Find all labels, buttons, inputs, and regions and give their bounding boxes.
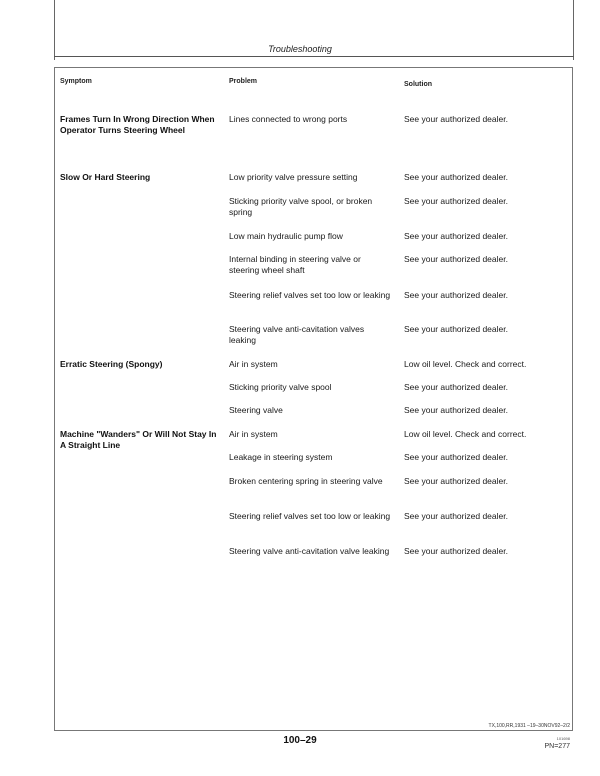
symptom-heading: Frames Turn In Wrong Direction When Operator Turns Steering Wheel bbox=[60, 114, 215, 135]
solution-text: See your authorized dealer. bbox=[404, 546, 508, 556]
symptom-heading: Slow Or Hard Steering bbox=[60, 172, 151, 182]
symptom-heading: Machine "Wanders" Or Will Not Stay In A Straight Line bbox=[60, 429, 217, 450]
solution-text: See your authorized dealer. bbox=[404, 231, 508, 241]
problem-text: Low priority valve pressure setting bbox=[229, 172, 358, 182]
document-reference: TX,100,RR,1931 –19–30NOV92–2/2 bbox=[488, 723, 570, 729]
column-header-symptom: Symptom bbox=[60, 78, 92, 85]
solution-text: Low oil level. Check and correct. bbox=[404, 429, 527, 439]
solution-text: See your authorized dealer. bbox=[404, 511, 508, 521]
problem-text: Air in system bbox=[229, 429, 278, 439]
solution-text: See your authorized dealer. bbox=[404, 382, 508, 392]
problem-text: Steering valve anti-cavitation valve leaking bbox=[229, 546, 390, 556]
problem-text: Steering relief valves set too low or leaking bbox=[229, 290, 391, 300]
solution-text: See your authorized dealer. bbox=[404, 324, 508, 334]
problem-text: Air in system bbox=[229, 359, 278, 369]
table-frame bbox=[54, 67, 573, 731]
problem-text: Sticking priority valve spool bbox=[229, 382, 332, 392]
solution-text: See your authorized dealer. bbox=[404, 290, 508, 300]
header-rule bbox=[54, 56, 574, 57]
problem-text: Lines connected to wrong ports bbox=[229, 114, 348, 124]
solution-text: Low oil level. Check and correct. bbox=[404, 359, 527, 369]
solution-text: See your authorized dealer. bbox=[404, 476, 508, 486]
image-code: 101698 bbox=[556, 736, 570, 741]
column-header-solution: Solution bbox=[404, 81, 432, 88]
solution-text: See your authorized dealer. bbox=[404, 172, 508, 182]
page-number: 100–29 bbox=[283, 735, 317, 746]
solution-text: See your authorized dealer. bbox=[404, 254, 508, 264]
solution-text: See your authorized dealer. bbox=[404, 405, 508, 415]
column-header-problem: Problem bbox=[229, 78, 258, 85]
page-header-title: Troubleshooting bbox=[268, 44, 332, 54]
problem-text: Steering relief valves set too low or leaking bbox=[229, 511, 391, 521]
problem-text: Broken centering spring in steering valve bbox=[229, 476, 383, 486]
problem-text: Low main hydraulic pump flow bbox=[229, 231, 343, 241]
solution-text: See your authorized dealer. bbox=[404, 452, 508, 462]
problem-text: Steering valve bbox=[229, 405, 283, 415]
symptom-heading: Erratic Steering (Spongy) bbox=[60, 359, 163, 369]
problem-text: Leakage in steering system bbox=[229, 452, 333, 462]
problem-text: Steering valve anti-cavitation valves leaking bbox=[229, 324, 365, 345]
pn-number: PN=277 bbox=[544, 743, 570, 750]
problem-text: Internal binding in steering valve or steering wheel shaft bbox=[229, 254, 361, 275]
solution-text: See your authorized dealer. bbox=[404, 114, 508, 124]
problem-text: Sticking priority valve spool, or broken spring bbox=[229, 196, 373, 217]
solution-text: See your authorized dealer. bbox=[404, 196, 508, 206]
